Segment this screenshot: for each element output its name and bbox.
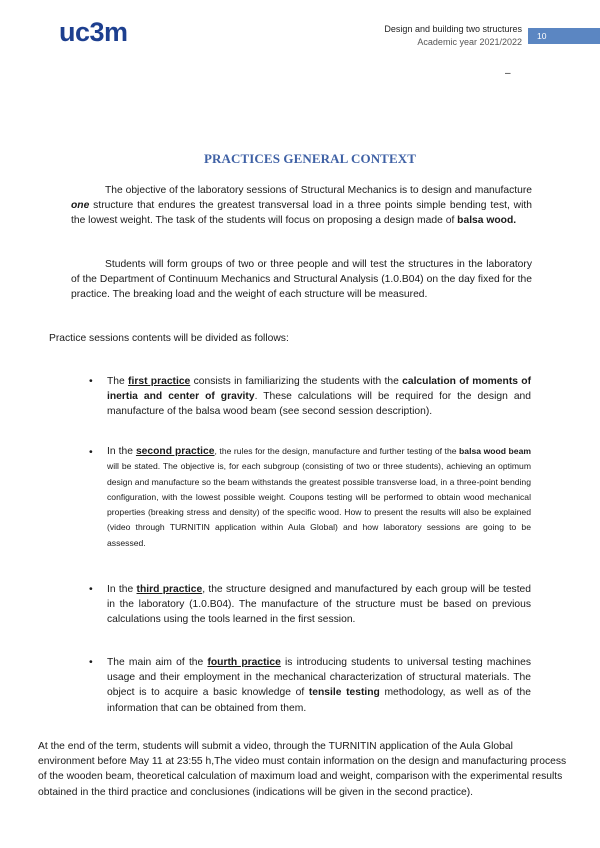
- intro-paragraph-division: Practice sessions contents will be divided as follows:: [49, 333, 289, 344]
- header-subtitle: Academic year 2021/2022: [417, 37, 522, 47]
- closing-paragraph: At the end of the term, students will submit a video, through the TURNITIN application of the Aula Global environment before May 11 at 23:55 h,The video must contain information on the design and manufacturing process of the wooden beam, theoretical calculation of maximum load and weight, comparison with the experimental results obtained in the third practice and conclusiones (indications will be given in the second practice).: [38, 741, 567, 798]
- intro-paragraph-objective: The objective of the laboratory sessions of Structural Mechanics is to design and manufacture one structure that endures the greatest transversal load in a three points simple bending test, with the lowest weight. The task of the students will focus on proposing a design made of balsa wood.: [71, 185, 532, 227]
- section-heading: PRACTICES GENERAL CONTEXT: [204, 151, 416, 166]
- third-practice-item: In the third practice, the structure designed and manufactured by each group will be tested in the laboratory (1.0.B04). The manufacture of the structure must be based on previous calculations using the tools learned in the first session.: [107, 584, 532, 626]
- second-practice-item: In the second practice, the rules for the design, manufacture and further testing of the balsa wood beam will be stated. The objective is, for each subgroup (consisting of two or three students), achieving an optimum design and manufacture so the beam withstands the greatest possible transverse load, in a three-point bending configuration, with the lowest possible weight. Coupons testing will be performed to obtain wood mechanical properties (breaking stress and density) of the specific wood. How to present the results will also be explained (video through TURNITIN application within Aula Global) and how laboratory sessions are going to be assessed.: [107, 446, 531, 548]
- uc3m-logo: [59, 18, 143, 46]
- first-practice-item: The first practice consists in familiarizing the students with the calculation of moments of inertia and center of gravity. These calculations will be required for the design and manufacture of the balsa wood beam (see second session description).: [107, 376, 531, 418]
- fourth-practice-item: The main aim of the fourth practice is introducing students to universal testing machines usage and their employment in the mechanical characterization of structural materials. The object is to acquire a basic knowledge of tensile testing methodology, as well as of the information that can be obtained from them.: [107, 657, 532, 714]
- bullet-fourth: •: [89, 656, 93, 668]
- logo-text: uc3m: [59, 18, 128, 46]
- header-dash: –: [505, 68, 511, 79]
- bullet-second: •: [89, 446, 93, 458]
- page-number-badge: 10: [528, 28, 600, 44]
- running-header: [384, 23, 522, 49]
- bullet-third: •: [89, 583, 93, 595]
- bullet-first: •: [89, 375, 93, 387]
- intro-paragraph-groups: Students will form groups of two or three people and will test the structures in the laboratory of the Department of Continuum Mechanics and Structural Analysis (1.0.B04) on the day fixed for the practice. The breaking load and the weight of each structure will be measured.: [71, 259, 532, 301]
- header-title: Design and building two structures: [384, 24, 522, 34]
